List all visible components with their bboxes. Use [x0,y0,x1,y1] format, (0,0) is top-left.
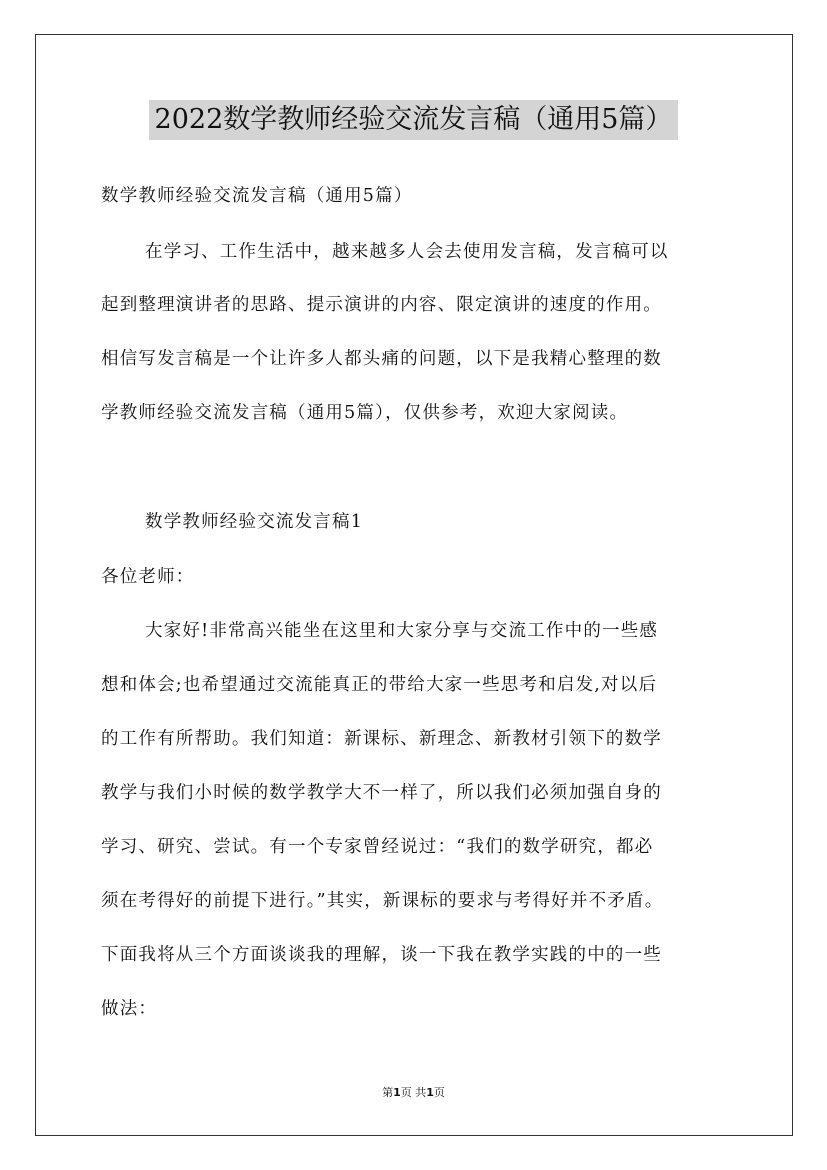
body-line: 教学与我们小时候的数学教学大不一样了，所以我们必须加强自身的 [101,783,662,803]
intro-line: 起到整理演讲者的思路、提示演讲的内容、限定演讲的速度的作用。 [101,295,662,315]
document-title: 2022数学教师经验交流发言稿（通用5篇） [149,100,679,140]
footer-page-number: 1 [393,1086,401,1099]
body-line: 做法： [101,999,158,1019]
body-line: 下面我将从三个方面谈谈我的理解，谈一下我在教学实践的中的一些 [101,945,662,965]
body-line: 大家好!非常高兴能坐在这里和大家分享与交流工作中的一些感 [145,621,659,641]
title-container [0,100,827,140]
footer-page-prefix: 第 [382,1086,394,1099]
body-line: 想和体会;也希望通过交流能真正的带给大家一些思考和启发,对以后 [101,675,658,695]
body-line: 须在考得好的前提下进行。”其实，新课标的要求与考得好并不矛盾。 [101,891,664,911]
intro-line: 在学习、工作生活中，越来越多人会去使用发言稿，发言稿可以 [145,242,669,262]
salutation: 各位老师： [101,567,195,587]
intro-line: 学教师经验交流发言稿（通用5篇），仅供参考，欢迎大家阅读。 [101,403,629,423]
intro-line: 相信写发言稿是一个让许多人都头痛的问题，以下是我精心整理的数 [101,349,662,369]
footer-page-suffix: 页 [433,1086,445,1099]
page-footer [0,1084,827,1100]
footer-page-mid: 页 共 [400,1086,427,1099]
body-line: 的工作有所帮助。我们知道：新课标、新理念、新教材引领下的数学 [101,729,662,749]
footer-page-total: 1 [426,1086,434,1099]
body-line: 学习、研究、尝试。有一个专家曾经说过：“我们的数学研究，都必 [101,837,654,857]
section-heading: 数学教师经验交流发言稿1 [145,512,364,532]
document-subtitle: 数学教师经验交流发言稿（通用5篇） [101,186,413,206]
